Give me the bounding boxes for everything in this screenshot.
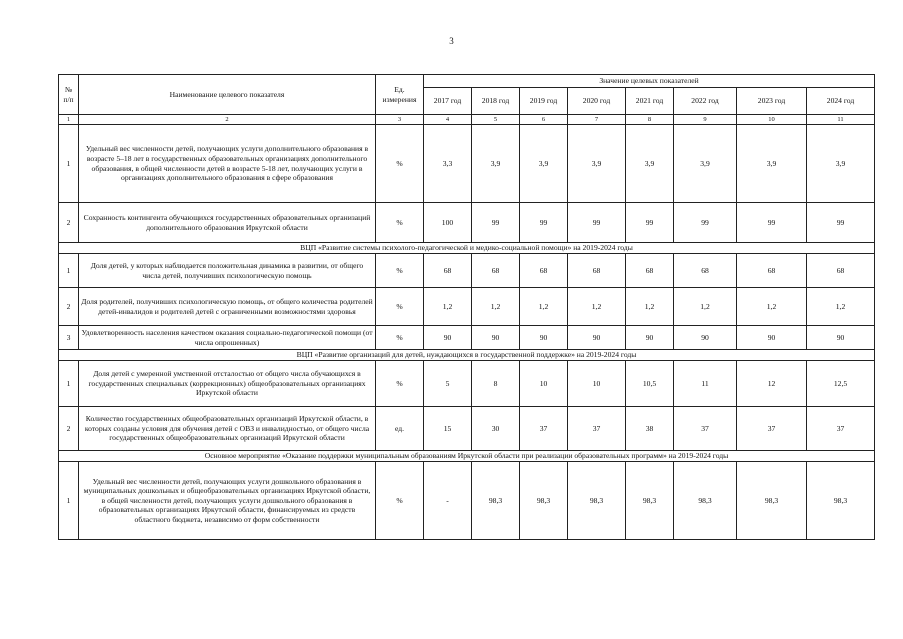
value-cell: 98,3: [472, 462, 520, 540]
table-row: [59, 407, 875, 451]
table-header: [59, 75, 875, 125]
row-number: 2: [59, 407, 79, 451]
table-row: [59, 361, 875, 407]
value-cell: 99: [737, 203, 807, 243]
value-cell: 1,2: [424, 288, 472, 326]
column-number: 2: [79, 115, 376, 125]
value-cell: 3,9: [737, 125, 807, 203]
column-number: 6: [520, 115, 568, 125]
value-cell: 8: [472, 361, 520, 407]
value-cell: -: [424, 462, 472, 540]
value-cell: 98,3: [674, 462, 737, 540]
value-cell: 100: [424, 203, 472, 243]
table-row: [59, 203, 875, 243]
indicator-name: Доля детей, у которых наблюдается положительная динамика в развитии, от общего числа детей, получивших психологическую помощь: [79, 254, 376, 288]
table-row: [59, 254, 875, 288]
unit-cell: %: [376, 203, 424, 243]
value-cell: 90: [520, 326, 568, 350]
column-number: 8: [626, 115, 674, 125]
page-number: 3: [449, 36, 454, 46]
value-cell: 68: [568, 254, 626, 288]
value-cell: 98,3: [568, 462, 626, 540]
value-cell: 68: [520, 254, 568, 288]
section-row: [59, 350, 875, 361]
value-cell: 5: [424, 361, 472, 407]
value-cell: 99: [520, 203, 568, 243]
header-num: № п/п: [59, 75, 79, 115]
value-cell: 98,3: [737, 462, 807, 540]
indicators-table: [58, 74, 875, 540]
column-number: 4: [424, 115, 472, 125]
value-cell: 1,2: [520, 288, 568, 326]
value-cell: 3,9: [674, 125, 737, 203]
value-cell: 99: [568, 203, 626, 243]
indicator-name: Удельный вес численности детей, получающих услуги дополнительного образования в возрасте 5–18 лет в государственных образовательных организациях дополнительного образования, в общей численности детей в возрасте 5-18 лет, получающих услуги в организациях дополнительного образования в сфере образования: [79, 125, 376, 203]
value-cell: 98,3: [520, 462, 568, 540]
value-cell: 99: [472, 203, 520, 243]
value-cell: 1,2: [626, 288, 674, 326]
indicator-name: Удовлетворенность населения качеством оказания социально-педагогической помощи (от числа опрошенных): [79, 326, 376, 350]
column-number: 3: [376, 115, 424, 125]
header-year: 2024 год: [807, 88, 875, 115]
header-indicator-name: Наименование целевого показателя: [79, 75, 376, 115]
table-body: [59, 125, 875, 540]
section-title: ВЦП «Развитие организаций для детей, нуждающихся в государственной поддержке» на 2019-2024 годы: [59, 350, 875, 361]
unit-cell: %: [376, 361, 424, 407]
column-number: 7: [568, 115, 626, 125]
value-cell: 98,3: [807, 462, 875, 540]
indicator-name: Доля детей с умеренной умственной отсталостью от общего числа обучающихся в государственных специальных (коррекционных) общеобразовательных организациях Иркутской области: [79, 361, 376, 407]
table-row: [59, 125, 875, 203]
unit-cell: ед.: [376, 407, 424, 451]
value-cell: 37: [674, 407, 737, 451]
header-year: 2019 год: [520, 88, 568, 115]
unit-cell: %: [376, 288, 424, 326]
value-cell: 12: [737, 361, 807, 407]
header-values: Значение целевых показателей: [424, 75, 875, 88]
row-number: 1: [59, 254, 79, 288]
unit-cell: %: [376, 125, 424, 203]
value-cell: 68: [626, 254, 674, 288]
value-cell: 12,5: [807, 361, 875, 407]
header-year: 2022 год: [674, 88, 737, 115]
header-year: 2021 год: [626, 88, 674, 115]
value-cell: 68: [807, 254, 875, 288]
header-unit: Ед. измерения: [376, 75, 424, 115]
indicator-name: Доля родителей, получивших психологическую помощь, от общего количества родителей детей-инвалидов и родителей детей с ограниченными возможностями здоровья: [79, 288, 376, 326]
row-number: 1: [59, 462, 79, 540]
value-cell: 68: [737, 254, 807, 288]
row-number: 3: [59, 326, 79, 350]
row-number: 1: [59, 125, 79, 203]
value-cell: 90: [807, 326, 875, 350]
header-year: 2020 год: [568, 88, 626, 115]
value-cell: 37: [737, 407, 807, 451]
value-cell: 90: [472, 326, 520, 350]
indicator-name: Удельный вес численности детей, получающих услуги дошкольного образования в муниципальных дошкольных и общеобразовательных организациях Иркутской области, в общей численности детей, получающих услуги дошкольного образования в образовательных организациях Иркутской области, финансируемых из средств областного бюджета, независимо от форм собственности: [79, 462, 376, 540]
value-cell: 90: [424, 326, 472, 350]
table-row: [59, 288, 875, 326]
value-cell: 3,9: [626, 125, 674, 203]
value-cell: 98,3: [626, 462, 674, 540]
value-cell: 90: [626, 326, 674, 350]
value-cell: 38: [626, 407, 674, 451]
value-cell: 90: [568, 326, 626, 350]
value-cell: 3,9: [472, 125, 520, 203]
value-cell: 90: [674, 326, 737, 350]
unit-cell: %: [376, 462, 424, 540]
unit-cell: %: [376, 254, 424, 288]
value-cell: 99: [807, 203, 875, 243]
value-cell: 68: [424, 254, 472, 288]
value-cell: 1,2: [807, 288, 875, 326]
value-cell: 30: [472, 407, 520, 451]
value-cell: 68: [472, 254, 520, 288]
header-year: 2023 год: [737, 88, 807, 115]
section-row: [59, 451, 875, 462]
value-cell: 68: [674, 254, 737, 288]
table-row: [59, 462, 875, 540]
value-cell: 99: [626, 203, 674, 243]
row-number: 2: [59, 288, 79, 326]
column-number: 10: [737, 115, 807, 125]
value-cell: 10: [568, 361, 626, 407]
header-year: 2017 год: [424, 88, 472, 115]
column-number: 11: [807, 115, 875, 125]
value-cell: 10,5: [626, 361, 674, 407]
value-cell: 3,9: [568, 125, 626, 203]
value-cell: 1,2: [737, 288, 807, 326]
value-cell: 1,2: [568, 288, 626, 326]
value-cell: 37: [568, 407, 626, 451]
value-cell: 3,3: [424, 125, 472, 203]
unit-cell: %: [376, 326, 424, 350]
indicator-name: Количество государственных общеобразовательных организаций Иркутской области, в которых созданы условия для обучения детей с ОВЗ и инвалидностью, от общего числа государственных общеобразовательных организаций Иркутской области: [79, 407, 376, 451]
column-number: 9: [674, 115, 737, 125]
value-cell: 37: [807, 407, 875, 451]
value-cell: 1,2: [674, 288, 737, 326]
value-cell: 90: [737, 326, 807, 350]
value-cell: 1,2: [472, 288, 520, 326]
indicator-name: Сохранность контингента обучающихся государственных образовательных организаций дополнительного образования Иркутской области: [79, 203, 376, 243]
value-cell: 37: [520, 407, 568, 451]
value-cell: 3,9: [520, 125, 568, 203]
value-cell: 15: [424, 407, 472, 451]
value-cell: 10: [520, 361, 568, 407]
column-number: 1: [59, 115, 79, 125]
value-cell: 11: [674, 361, 737, 407]
header-year: 2018 год: [472, 88, 520, 115]
section-title: ВЦП «Развитие системы психолого-педагогической и медико-социальной помощи» на 2019-2024 годы: [59, 243, 875, 254]
table-row: [59, 326, 875, 350]
section-title: Основное мероприятие «Оказание поддержки муниципальным образованиям Иркутской области при реализации образовательных программ» на 2019-2024 годы: [59, 451, 875, 462]
column-number: 5: [472, 115, 520, 125]
row-number: 2: [59, 203, 79, 243]
value-cell: 3,9: [807, 125, 875, 203]
row-number: 1: [59, 361, 79, 407]
section-row: [59, 243, 875, 254]
value-cell: 99: [674, 203, 737, 243]
